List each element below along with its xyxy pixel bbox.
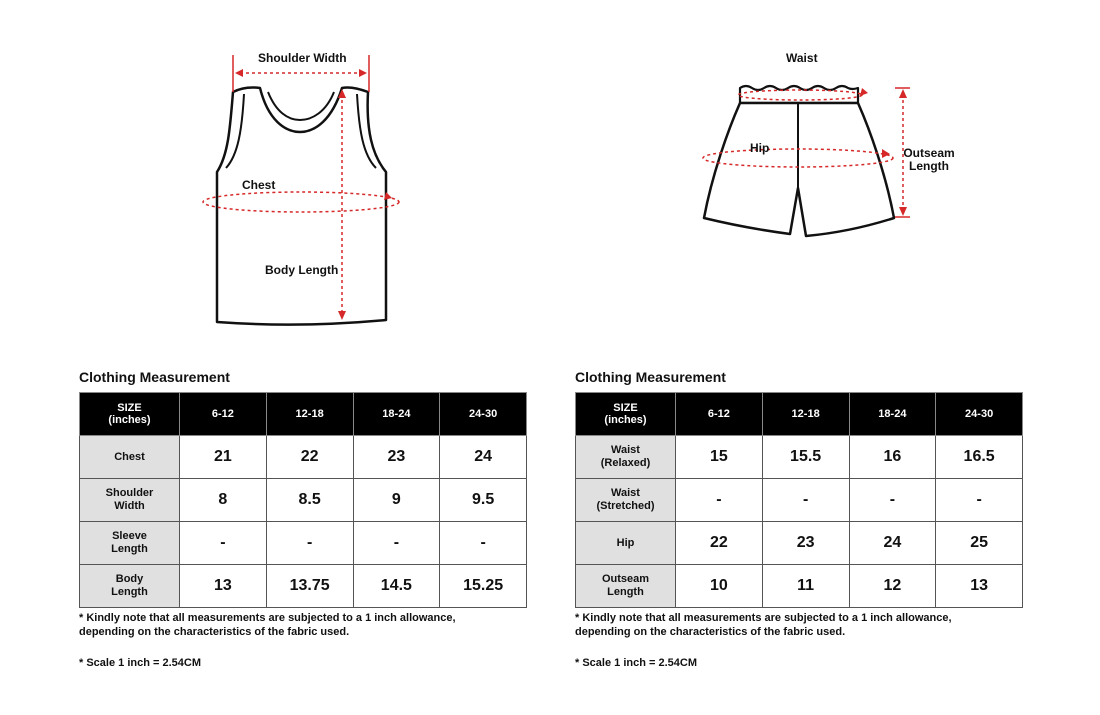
value-cell: 16 — [849, 436, 936, 479]
value-cell: 13.75 — [266, 565, 353, 608]
outseam-arrowhead-bottom — [899, 207, 907, 216]
table-row — [80, 436, 527, 479]
value-cell: - — [353, 522, 440, 565]
value-cell: - — [762, 479, 849, 522]
value-cell: 13 — [180, 565, 267, 608]
value-cell: - — [676, 479, 763, 522]
neck-trim — [268, 92, 334, 120]
row-label-cell: Shoulder Width — [80, 479, 180, 522]
shorts-table-title: Clothing Measurement — [575, 369, 726, 385]
value-cell: 11 — [762, 565, 849, 608]
size-column-header: 24-30 — [440, 393, 527, 436]
tank-top-illustration — [195, 40, 415, 335]
table-row — [80, 522, 527, 565]
value-cell: 24 — [849, 522, 936, 565]
waist-label: Waist — [786, 51, 818, 65]
shoulder-width-label: Shoulder Width — [258, 51, 347, 65]
value-cell: 22 — [676, 522, 763, 565]
value-cell: 12 — [849, 565, 936, 608]
table-row — [576, 522, 1023, 565]
shorts-measurement-section — [575, 369, 1023, 669]
table-row — [576, 565, 1023, 608]
hip-arrowhead — [882, 149, 890, 158]
value-cell: 8.5 — [266, 479, 353, 522]
allowance-note: * Kindly note that all measurements are subjected to a 1 inch allowance, depending on the characteristics of the fabric used. — [575, 612, 952, 638]
value-cell: 22 — [266, 436, 353, 479]
value-cell: 21 — [180, 436, 267, 479]
table-header-row — [80, 393, 527, 436]
scale-note: * Scale 1 inch = 2.54CM — [575, 657, 697, 669]
row-label-cell: Sleeve Length — [80, 522, 180, 565]
table-row — [576, 436, 1023, 479]
shoulder-width-arrowhead-right — [359, 69, 367, 77]
value-cell: 23 — [353, 436, 440, 479]
row-label-cell: Body Length — [80, 565, 180, 608]
size-column-header: 6-12 — [676, 393, 763, 436]
body-length-label: Body Length — [265, 263, 339, 277]
outseam-length-label: Outseam Length — [903, 146, 955, 173]
value-cell: 24 — [440, 436, 527, 479]
table-row — [80, 479, 527, 522]
value-cell: - — [266, 522, 353, 565]
scale-note: * Scale 1 inch = 2.54CM — [79, 657, 201, 669]
table-row — [80, 565, 527, 608]
top-table-title: Clothing Measurement — [79, 369, 230, 385]
value-cell: 13 — [936, 565, 1023, 608]
size-column-header: 12-18 — [762, 393, 849, 436]
value-cell: - — [849, 479, 936, 522]
top-measurement-section — [79, 369, 527, 669]
value-cell: 25 — [936, 522, 1023, 565]
value-cell: 9.5 — [440, 479, 527, 522]
hip-label: Hip — [750, 141, 770, 155]
row-label-cell: Hip — [576, 522, 676, 565]
waist-arrowhead — [860, 88, 868, 96]
allowance-note: * Kindly note that all measurements are subjected to a 1 inch allowance, depending on the characteristics of the fabric used. — [79, 612, 456, 638]
value-cell: - — [440, 522, 527, 565]
value-cell: 15.5 — [762, 436, 849, 479]
size-column-header: 18-24 — [849, 393, 936, 436]
waistband — [740, 86, 858, 103]
table-row — [576, 479, 1023, 522]
value-cell: 16.5 — [936, 436, 1023, 479]
value-cell: 10 — [676, 565, 763, 608]
table-header-row — [576, 393, 1023, 436]
size-column-header: 12-18 — [266, 393, 353, 436]
value-cell: 23 — [762, 522, 849, 565]
value-cell: 15 — [676, 436, 763, 479]
size-header-cell: SIZE (inches) — [576, 393, 676, 436]
top-size-table — [79, 392, 527, 608]
outseam-arrowhead-top — [899, 89, 907, 98]
row-label-cell: Outseam Length — [576, 565, 676, 608]
value-cell: 9 — [353, 479, 440, 522]
size-column-header: 6-12 — [180, 393, 267, 436]
size-header-cell: SIZE (inches) — [80, 393, 180, 436]
chest-label: Chest — [242, 178, 276, 192]
value-cell: - — [180, 522, 267, 565]
value-cell: 8 — [180, 479, 267, 522]
shoulder-width-arrowhead-left — [235, 69, 243, 77]
value-cell: 14.5 — [353, 565, 440, 608]
row-label-cell: Waist (Stretched) — [576, 479, 676, 522]
size-column-header: 18-24 — [353, 393, 440, 436]
shorts-size-table — [575, 392, 1023, 608]
value-cell: - — [936, 479, 1023, 522]
row-label-cell: Chest — [80, 436, 180, 479]
size-column-header: 24-30 — [936, 393, 1023, 436]
shorts-illustration — [695, 75, 915, 245]
row-label-cell: Waist (Relaxed) — [576, 436, 676, 479]
value-cell: 15.25 — [440, 565, 527, 608]
